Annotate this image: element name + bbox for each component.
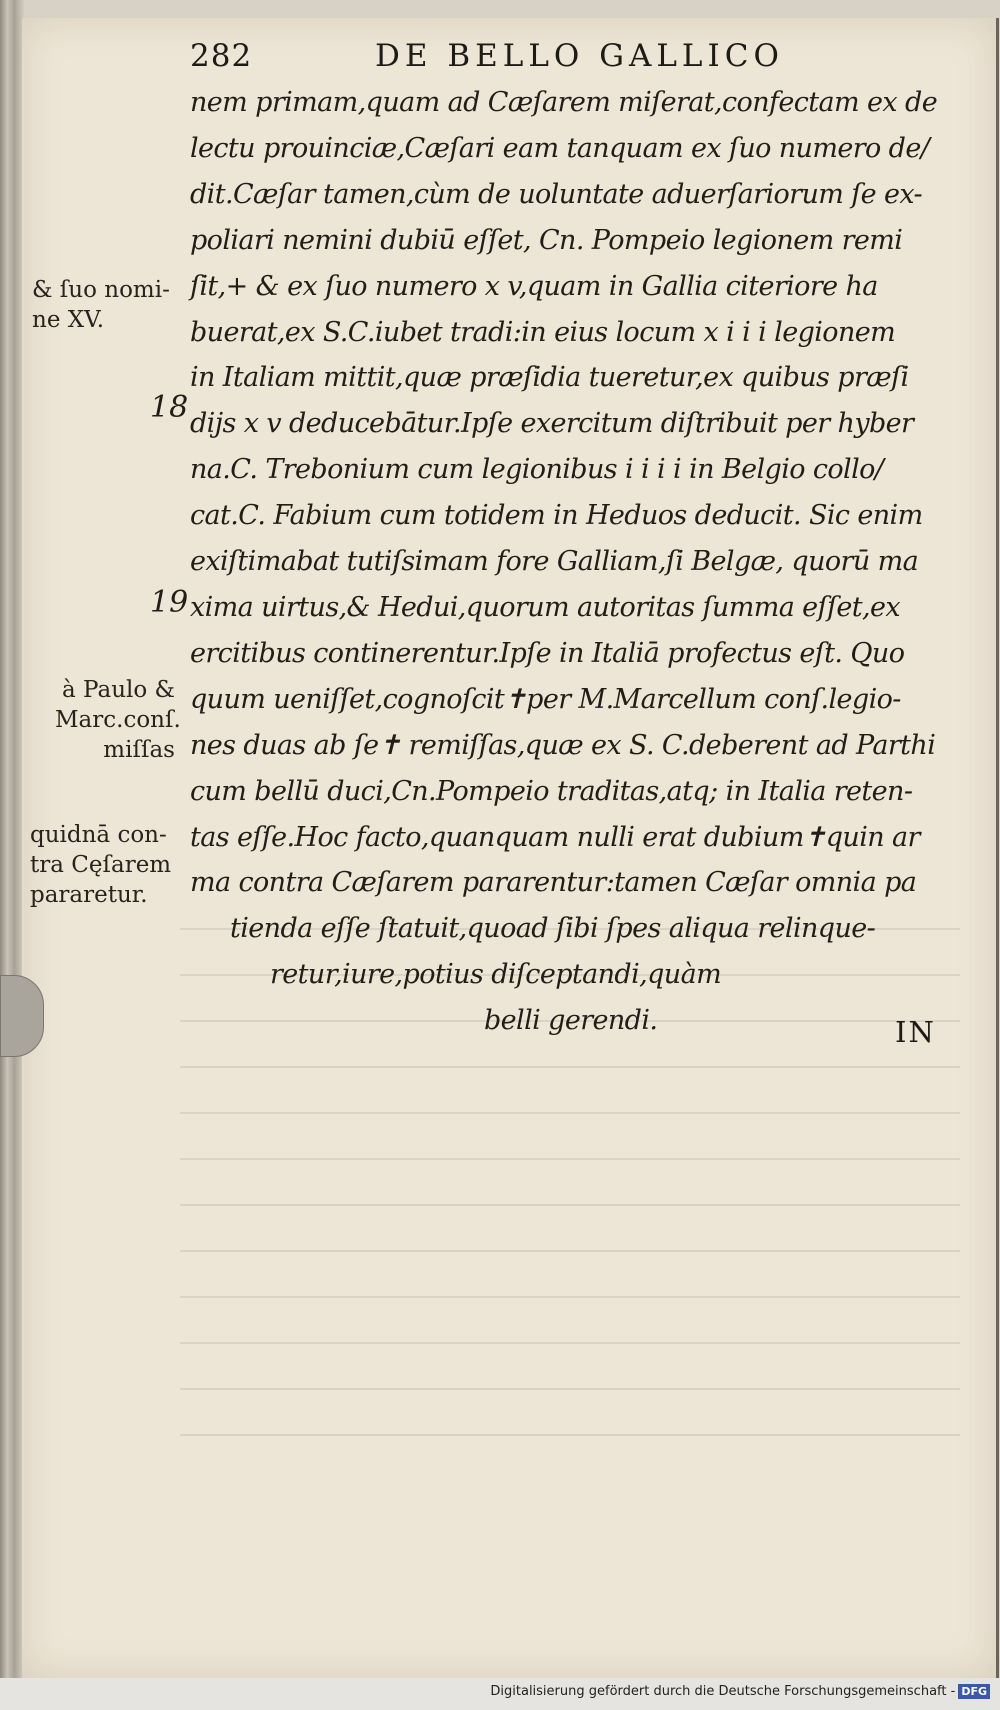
text-line: cat.C. Fabium cum totidem in Heduos deducit. Sic enim [190, 500, 923, 532]
margin-line: tra Cęſarem [30, 852, 172, 878]
dfg-logo: DFG [958, 1684, 990, 1699]
main-text-block [190, 80, 950, 1044]
text-line: belli gerendi. [484, 1005, 658, 1037]
margin-line: à Paulo & [62, 677, 175, 703]
digitization-credit [490, 1684, 990, 1699]
text-line: tienda eſſe ſtatuit,quoad ſibi ſpes aliqua relinque- [230, 913, 876, 945]
margin-number-19: 19 [150, 585, 189, 620]
page-number: 282 [190, 38, 253, 74]
text-line: dijs x v deducebātur.Ipſe exercitum diſtribuit per hyber [190, 408, 914, 440]
margin-note-1 [32, 275, 170, 335]
page-clasp [0, 975, 44, 1057]
text-line: tas eſſe.Hoc facto,quanquam nulli erat dubium✝quin ar [190, 821, 920, 853]
text-line: quum ueniſſet,cognoſcit✝per M.Marcellum conſ.legio- [190, 683, 901, 715]
text-line: cum bellū duci,Cn.Pompeio traditas,atq; in Italia reten- [190, 775, 913, 807]
margin-line: pararetur. [30, 882, 148, 908]
book-edge [0, 0, 24, 1680]
text-line: dit.Cæſar tamen,cùm de uoluntate aduerſariorum ſe ex- [190, 178, 923, 210]
margin-number-18: 18 [150, 390, 189, 425]
margin-line: ne XV. [32, 307, 105, 333]
margin-line: & ſuo nomi- [32, 277, 170, 303]
margin-line: miſſas [103, 737, 175, 763]
credit-text: Digitalisierung gefördert durch die Deutsche Forschungsgemeinschaft - [490, 1684, 956, 1699]
text-line: ercitibus continerentur.Ipſe in Italiā profectus eſt. Quo [190, 637, 905, 669]
text-line: lectu prouinciæ,Cæſari eam tanquam ex ſuo numero de/ [190, 132, 930, 164]
text-line: retur,iure,potius diſceptandi,quàm [270, 959, 722, 991]
margin-line: quidnā con- [30, 822, 167, 848]
text-line: buerat,ex S.C.iubet tradi:in eius locum x i i i legionem [190, 316, 896, 348]
margin-note-2 [55, 675, 181, 765]
text-line: exiſtimabat tutiſsimam fore Galliam,ſi Belgæ, quorū ma [190, 546, 919, 578]
text-line: nes duas ab ſe✝ remiſſas,quæ ex S. C.deberent ad Parthi [190, 729, 936, 761]
catchword: IN [895, 1015, 936, 1049]
text-line: xima uirtus,& Hedui,quorum autoritas ſumma eſſet,ex [190, 591, 900, 623]
text-line: in Italiam mittit,quæ præſidia tueretur,ex quibus præſi [190, 362, 909, 394]
running-title: DE BELLO GALLICO [375, 38, 784, 74]
text-line: na.C. Trebonium cum legionibus i i i i in Belgio collo/ [190, 454, 884, 486]
text-line: nem primam,quam ad Cæſarem miſerat,confectam ex de [190, 87, 938, 118]
margin-line: Marc.conſ. [55, 707, 181, 733]
text-line: ma contra Cæſarem pararentur:tamen Cæſar omnia pa [190, 867, 917, 899]
margin-note-3 [30, 820, 171, 910]
text-line: ſit,+ & ex ſuo numero x v,quam in Gallia citeriore ha [190, 270, 878, 302]
text-line: poliari nemini dubiū eſſet, Cn. Pompeio legionem remi [190, 224, 903, 256]
